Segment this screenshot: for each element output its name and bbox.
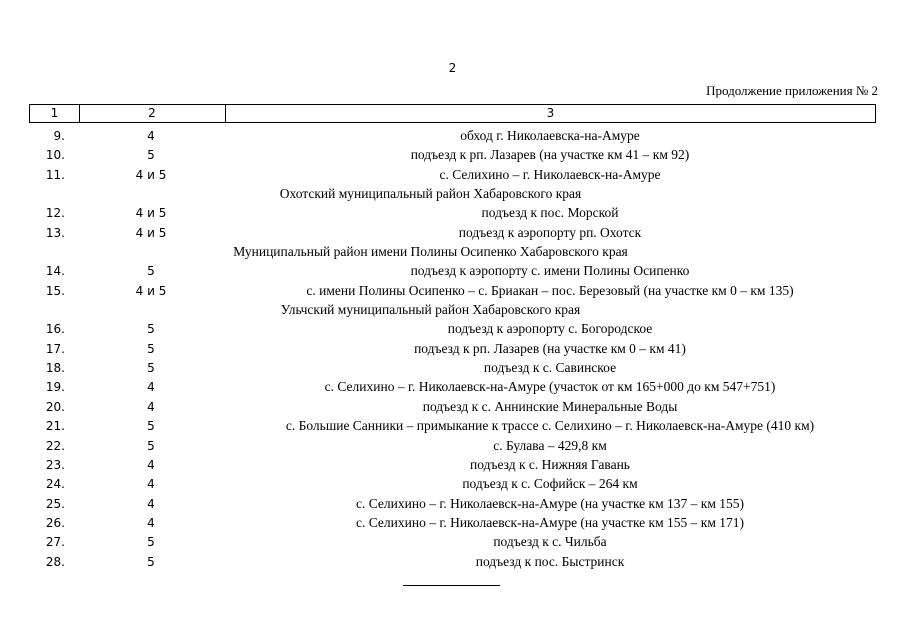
row-number: 17. (45, 341, 65, 356)
district-heading-row (0, 301, 905, 320)
road-category: 4 (147, 129, 155, 143)
road-category: 4 и 5 (135, 225, 167, 240)
road-name: подъезд к аэропорту с. имени Полины Осипенко (410, 263, 690, 279)
district-heading: Муниципальный район имени Полины Осипенко Хабаровского края (233, 244, 628, 260)
road-name: с. Селихино – г. Николаевск-на-Амуре (439, 166, 661, 182)
header-col-category: 2 (79, 105, 226, 122)
row-number: 15. (45, 283, 65, 298)
road-name: обход г. Николаевска-на-Амуре (460, 128, 640, 143)
continuation-label: Продолжение приложения № 2 (706, 83, 878, 98)
road-category: 5 (147, 438, 155, 453)
road-category: 4 и 5 (135, 206, 167, 221)
table-row (0, 282, 905, 301)
road-category: 5 (147, 535, 155, 550)
table-row (0, 533, 905, 552)
district-heading-row (0, 243, 905, 262)
road-name: подъезд к с. Савинское (483, 360, 617, 376)
row-number: 20. (45, 399, 65, 414)
header-col-number: 1 (30, 105, 80, 122)
road-category: 4 и 5 (135, 283, 167, 298)
road-category: 4 (147, 380, 155, 395)
row-number: 28. (45, 554, 65, 569)
road-category: 5 (147, 264, 155, 279)
table-body (0, 127, 905, 572)
road-category: 4 (147, 399, 155, 414)
row-number: 10. (45, 148, 65, 163)
row-number: 13. (45, 225, 65, 240)
table-row (0, 378, 905, 397)
table-row (0, 320, 905, 339)
road-category: 4 (147, 477, 155, 492)
table-row (0, 204, 905, 223)
road-category: 4 и 5 (135, 167, 167, 182)
table-row (0, 514, 905, 533)
road-name: с. Селихино – г. Николаевск-на-Амуре (на участке км 155 – км 171) (356, 514, 744, 530)
table-row (0, 340, 905, 359)
row-number: 23. (45, 457, 65, 472)
table-row (0, 359, 905, 378)
road-category: 4 (147, 515, 155, 530)
table-row (0, 398, 905, 417)
row-number: 24. (45, 477, 65, 492)
road-name: с. имени Полины Осипенко – с. Бриакан – пос. Березовый (на участке км 0 – км 135) (306, 282, 794, 298)
end-divider (403, 585, 500, 586)
header-col-road-name: 3 (546, 106, 555, 120)
table-header (29, 104, 876, 123)
road-name: подъезд к пос. Морской (481, 205, 619, 221)
table-row (0, 262, 905, 281)
table-row (0, 475, 905, 494)
page-number: 2 (448, 61, 457, 75)
road-name: подъезд к с. Чильба (493, 534, 607, 550)
row-number: 16. (45, 322, 65, 337)
row-number: 12. (45, 206, 65, 221)
road-category: 5 (147, 554, 155, 569)
road-name: с. Селихино – г. Николаевск-на-Амуре (участок от км 165+000 до км 547+751) (324, 379, 776, 395)
table-row (0, 127, 905, 146)
road-category: 5 (147, 361, 155, 376)
road-name: с. Селихино – г. Николаевск-на-Амуре (на участке км 137 – км 155) (356, 495, 744, 511)
road-category: 5 (147, 341, 155, 356)
road-name: подъезд к с. Аннинские Минеральные Воды (422, 398, 678, 414)
road-name: подъезд к аэропорту рп. Охотск (458, 224, 642, 240)
road-category: 5 (147, 419, 155, 434)
table-row (0, 495, 905, 514)
table-row (0, 553, 905, 572)
table-row (0, 166, 905, 185)
road-name: подъезд к аэропорту с. Богородское (447, 321, 653, 337)
table-row (0, 417, 905, 436)
table-row (0, 146, 905, 165)
table-row (0, 437, 905, 456)
road-name: с. Большие Санники – примыкание к трассе с. Селихино – г. Николаевск-на-Амуре (410 км) (285, 418, 815, 434)
row-number: 14. (45, 264, 65, 279)
table-row (0, 456, 905, 475)
road-category: 5 (147, 148, 155, 163)
row-number: 21. (45, 419, 65, 434)
district-heading: Охотский муниципальный район Хабаровского края (279, 186, 582, 202)
table-row (0, 224, 905, 243)
road-name: подъезд к рп. Лазарев (на участке км 0 – км 41) (414, 340, 686, 356)
district-heading: Ульчский муниципальный район Хабаровского края (280, 302, 581, 318)
row-number: 9. (53, 129, 65, 143)
row-number: 25. (45, 496, 65, 511)
row-number: 19. (45, 380, 65, 395)
road-name: с. Булава – 429,8 км (493, 437, 607, 453)
row-number: 22. (45, 438, 65, 453)
road-category: 4 (147, 457, 155, 472)
district-heading-row (0, 185, 905, 204)
road-name: подъезд к с. Софийск – 264 км (462, 476, 638, 492)
road-name: подъезд к рп. Лазарев (на участке км 41 – км 92) (410, 147, 690, 163)
road-name: подъезд к с. Нижняя Гавань (470, 456, 630, 472)
row-number: 27. (45, 535, 65, 550)
road-category: 5 (147, 322, 155, 337)
road-name: подъезд к пос. Быстринск (475, 553, 625, 569)
row-number: 18. (45, 361, 65, 376)
row-number: 26. (45, 515, 65, 530)
row-number: 11. (45, 167, 65, 182)
road-category: 4 (147, 496, 155, 511)
